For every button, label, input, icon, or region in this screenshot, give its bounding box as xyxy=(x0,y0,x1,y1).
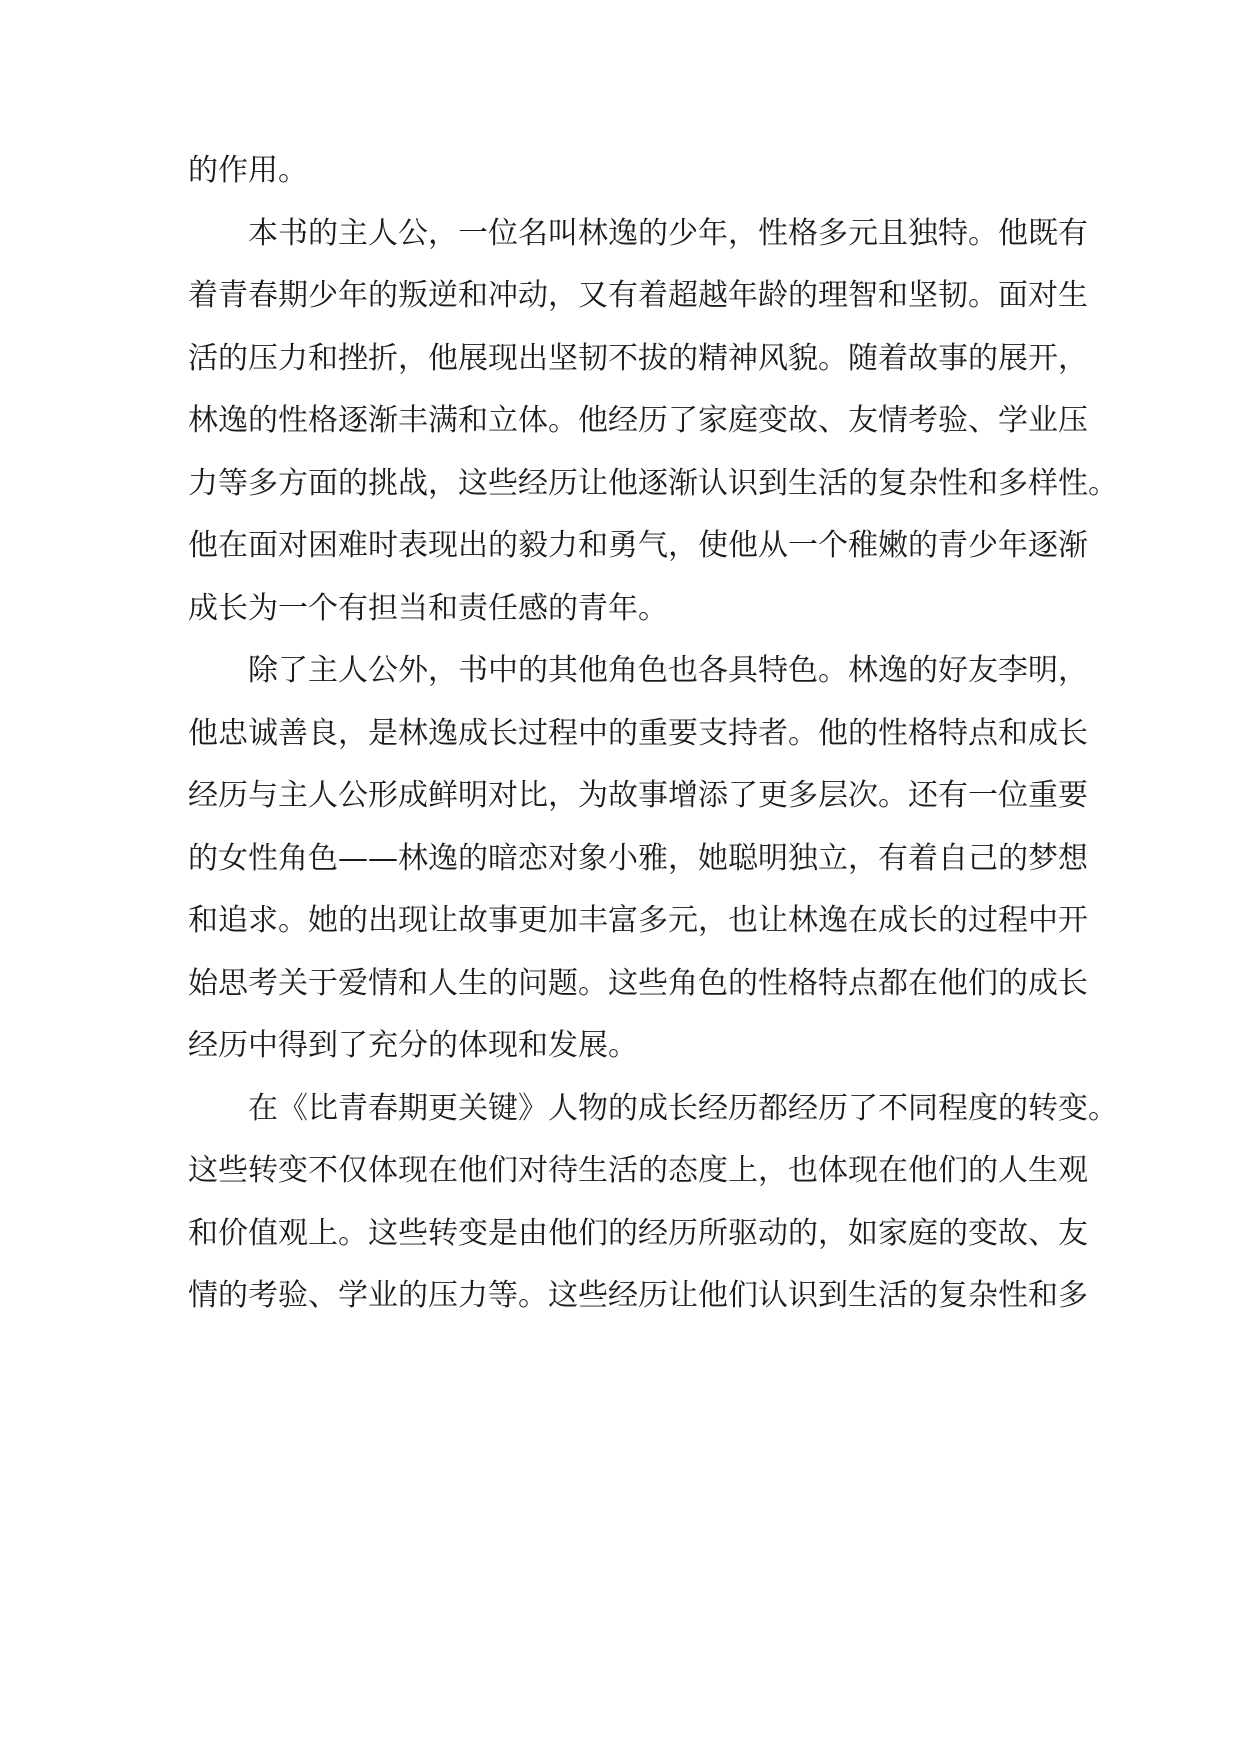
text-line: 成长为一个有担当和责任感的青年。 xyxy=(188,590,668,626)
paragraph xyxy=(188,1078,1118,1328)
text-line: 的作用。 xyxy=(188,153,308,188)
text-line: 着青春期少年的叛逆和冲动，又有着超越年龄的理智和坚韧。面对生 xyxy=(188,278,1088,313)
paragraph xyxy=(188,140,1058,203)
text-line: 在《比青春期更关键》人物的成长经历都经历了不同程度的转变。 xyxy=(248,1090,1118,1126)
text-line: 始思考关于爱情和人生的问题。这些角色的性格特点都在他们的成长 xyxy=(188,965,1088,1001)
text-line: 力等多方面的挑战，这些经历让他逐渐认识到生活的复杂性和多样性。 xyxy=(188,465,1118,501)
text-line: 本书的主人公，一位名叫林逸的少年，性格多元且独特。他既有 xyxy=(248,215,1088,251)
text-line: 和追求。她的出现让故事更加丰富多元，也让林逸在成长的过程中开 xyxy=(188,903,1088,938)
text-line: 他在面对困难时表现出的毅力和勇气，使他从一个稚嫩的青少年逐渐 xyxy=(188,528,1088,563)
text-line: 经历与主人公形成鲜明对比，为故事增添了更多层次。还有一位重要 xyxy=(188,778,1088,813)
text-line: 他忠诚善良，是林逸成长过程中的重要支持者。他的性格特点和成长 xyxy=(188,715,1088,751)
paragraph xyxy=(188,640,1088,1078)
text-line: 经历中得到了充分的体现和发展。 xyxy=(188,1028,638,1063)
paragraph xyxy=(188,203,1118,641)
text-line: 和价值观上。这些转变是由他们的经历所驱动的，如家庭的变故、友 xyxy=(188,1215,1088,1251)
text-line: 的女性角色——林逸的暗恋对象小雅，她聪明独立，有着自己的梦想 xyxy=(188,840,1088,876)
text-line: 除了主人公外，书中的其他角色也各具特色。林逸的好友李明， xyxy=(248,653,1088,688)
text-line: 林逸的性格逐渐丰满和立体。他经历了家庭变故、友情考验、学业压 xyxy=(188,403,1088,438)
body-text xyxy=(188,140,1118,1328)
text-line: 这些转变不仅体现在他们对待生活的态度上，也体现在他们的人生观 xyxy=(188,1153,1088,1188)
text-line: 情的考验、学业的压力等。这些经历让他们认识到生活的复杂性和多 xyxy=(188,1278,1088,1313)
text-line: 活的压力和挫折，他展现出坚韧不拔的精神风貌。随着故事的展开， xyxy=(188,340,1088,376)
